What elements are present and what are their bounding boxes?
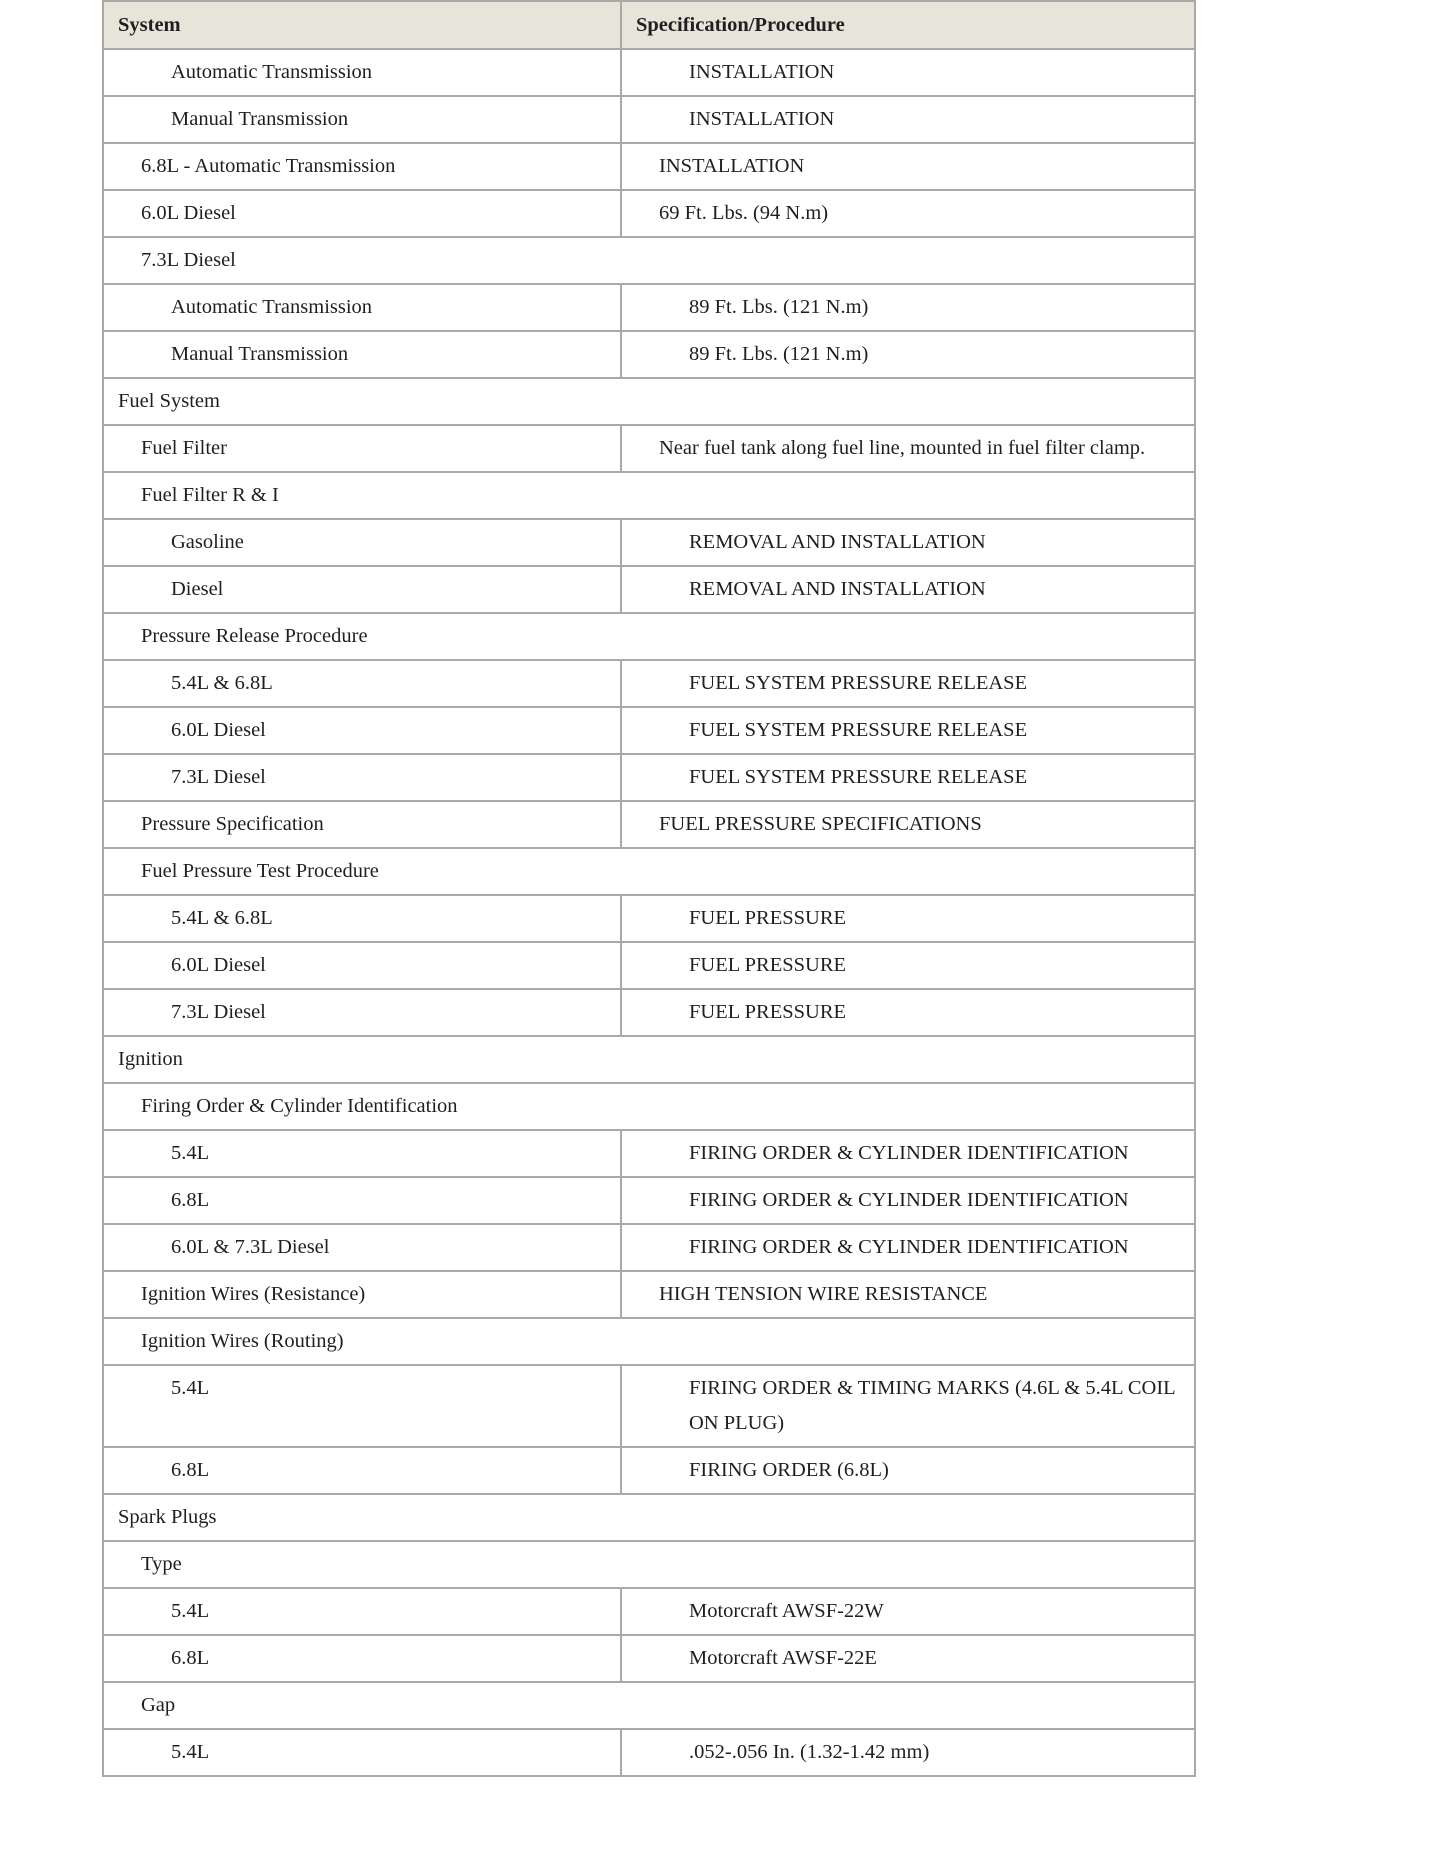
table-row <box>103 519 1195 566</box>
system-cell: Ignition Wires (Routing) <box>103 1318 1195 1365</box>
system-cell: Ignition <box>103 1036 1195 1083</box>
spec-cell: FUEL PRESSURE <box>621 989 1195 1036</box>
table-body <box>103 49 1195 1776</box>
spec-cell: FUEL SYSTEM PRESSURE RELEASE <box>621 660 1195 707</box>
system-cell: Gap <box>103 1682 1195 1729</box>
table-row <box>103 1177 1195 1224</box>
system-cell: 6.8L <box>103 1177 621 1224</box>
table-row <box>103 895 1195 942</box>
system-cell: 6.0L Diesel <box>103 190 621 237</box>
system-cell: Fuel Filter <box>103 425 621 472</box>
table-row <box>103 49 1195 96</box>
spec-cell: Motorcraft AWSF-22W <box>621 1588 1195 1635</box>
spec-cell: .052-.056 In. (1.32-1.42 mm) <box>621 1729 1195 1776</box>
table-row <box>103 613 1195 660</box>
spec-table <box>102 0 1196 1777</box>
system-cell: 6.8L - Automatic Transmission <box>103 143 621 190</box>
table-row <box>103 378 1195 425</box>
spec-cell: FIRING ORDER (6.8L) <box>621 1447 1195 1494</box>
system-cell: 5.4L & 6.8L <box>103 895 621 942</box>
table-row <box>103 1036 1195 1083</box>
system-cell: 5.4L & 6.8L <box>103 660 621 707</box>
spec-cell: FUEL SYSTEM PRESSURE RELEASE <box>621 754 1195 801</box>
spec-cell: Near fuel tank along fuel line, mounted in fuel filter clamp. <box>621 425 1195 472</box>
table-row <box>103 707 1195 754</box>
table-row <box>103 1494 1195 1541</box>
table-row <box>103 1588 1195 1635</box>
spec-cell: FIRING ORDER & TIMING MARKS (4.6L & 5.4L COIL ON PLUG) <box>621 1365 1195 1447</box>
system-cell: Spark Plugs <box>103 1494 1195 1541</box>
spec-cell: HIGH TENSION WIRE RESISTANCE <box>621 1271 1195 1318</box>
system-cell: Pressure Specification <box>103 801 621 848</box>
spec-cell: FIRING ORDER & CYLINDER IDENTIFICATION <box>621 1224 1195 1271</box>
table-row <box>103 1130 1195 1177</box>
table-row <box>103 989 1195 1036</box>
table-row <box>103 1365 1195 1447</box>
spec-cell: INSTALLATION <box>621 49 1195 96</box>
system-cell: Firing Order & Cylinder Identification <box>103 1083 1195 1130</box>
spec-cell: Motorcraft AWSF-22E <box>621 1635 1195 1682</box>
spec-cell: REMOVAL AND INSTALLATION <box>621 519 1195 566</box>
table-row <box>103 284 1195 331</box>
system-cell: 5.4L <box>103 1729 621 1776</box>
table-row <box>103 143 1195 190</box>
system-cell: 6.0L Diesel <box>103 942 621 989</box>
spec-cell: 69 Ft. Lbs. (94 N.m) <box>621 190 1195 237</box>
header-system: System <box>103 1 621 49</box>
table-row <box>103 801 1195 848</box>
spec-cell: INSTALLATION <box>621 143 1195 190</box>
header-spec: Specification/Procedure <box>621 1 1195 49</box>
system-cell: 6.8L <box>103 1447 621 1494</box>
system-cell: 7.3L Diesel <box>103 754 621 801</box>
spec-cell: INSTALLATION <box>621 96 1195 143</box>
spec-cell: FUEL PRESSURE <box>621 942 1195 989</box>
table-row <box>103 1271 1195 1318</box>
table-row <box>103 942 1195 989</box>
table-row <box>103 660 1195 707</box>
system-cell: Ignition Wires (Resistance) <box>103 1271 621 1318</box>
spec-cell: 89 Ft. Lbs. (121 N.m) <box>621 331 1195 378</box>
system-cell: 5.4L <box>103 1365 621 1447</box>
system-cell: Manual Transmission <box>103 96 621 143</box>
spec-cell: FIRING ORDER & CYLINDER IDENTIFICATION <box>621 1177 1195 1224</box>
system-cell: 6.0L Diesel <box>103 707 621 754</box>
table-row <box>103 1729 1195 1776</box>
table-header <box>103 1 1195 49</box>
table-row <box>103 96 1195 143</box>
system-cell: 6.8L <box>103 1635 621 1682</box>
system-cell: 5.4L <box>103 1130 621 1177</box>
system-cell: Gasoline <box>103 519 621 566</box>
spec-cell: REMOVAL AND INSTALLATION <box>621 566 1195 613</box>
table-row <box>103 237 1195 284</box>
table-row <box>103 566 1195 613</box>
system-cell: Fuel Pressure Test Procedure <box>103 848 1195 895</box>
system-cell: Manual Transmission <box>103 331 621 378</box>
system-cell: Fuel System <box>103 378 1195 425</box>
table-row <box>103 1682 1195 1729</box>
system-cell: 7.3L Diesel <box>103 989 621 1036</box>
system-cell: 5.4L <box>103 1588 621 1635</box>
table-row <box>103 1635 1195 1682</box>
system-cell: Diesel <box>103 566 621 613</box>
table-row <box>103 1083 1195 1130</box>
spec-cell: 89 Ft. Lbs. (121 N.m) <box>621 284 1195 331</box>
table-row <box>103 848 1195 895</box>
table-row <box>103 1447 1195 1494</box>
spec-cell: FUEL PRESSURE SPECIFICATIONS <box>621 801 1195 848</box>
spec-cell: FUEL SYSTEM PRESSURE RELEASE <box>621 707 1195 754</box>
system-cell: Pressure Release Procedure <box>103 613 1195 660</box>
table-row <box>103 190 1195 237</box>
system-cell: Automatic Transmission <box>103 284 621 331</box>
system-cell: Type <box>103 1541 1195 1588</box>
system-cell: Automatic Transmission <box>103 49 621 96</box>
table-row <box>103 1224 1195 1271</box>
table-row <box>103 754 1195 801</box>
table-row <box>103 472 1195 519</box>
system-cell: 7.3L Diesel <box>103 237 1195 284</box>
spec-cell: FUEL PRESSURE <box>621 895 1195 942</box>
spec-cell: FIRING ORDER & CYLINDER IDENTIFICATION <box>621 1130 1195 1177</box>
system-cell: Fuel Filter R & I <box>103 472 1195 519</box>
table-row <box>103 1541 1195 1588</box>
table-row <box>103 331 1195 378</box>
table-row <box>103 425 1195 472</box>
header-row <box>103 1 1195 49</box>
table-row <box>103 1318 1195 1365</box>
system-cell: 6.0L & 7.3L Diesel <box>103 1224 621 1271</box>
